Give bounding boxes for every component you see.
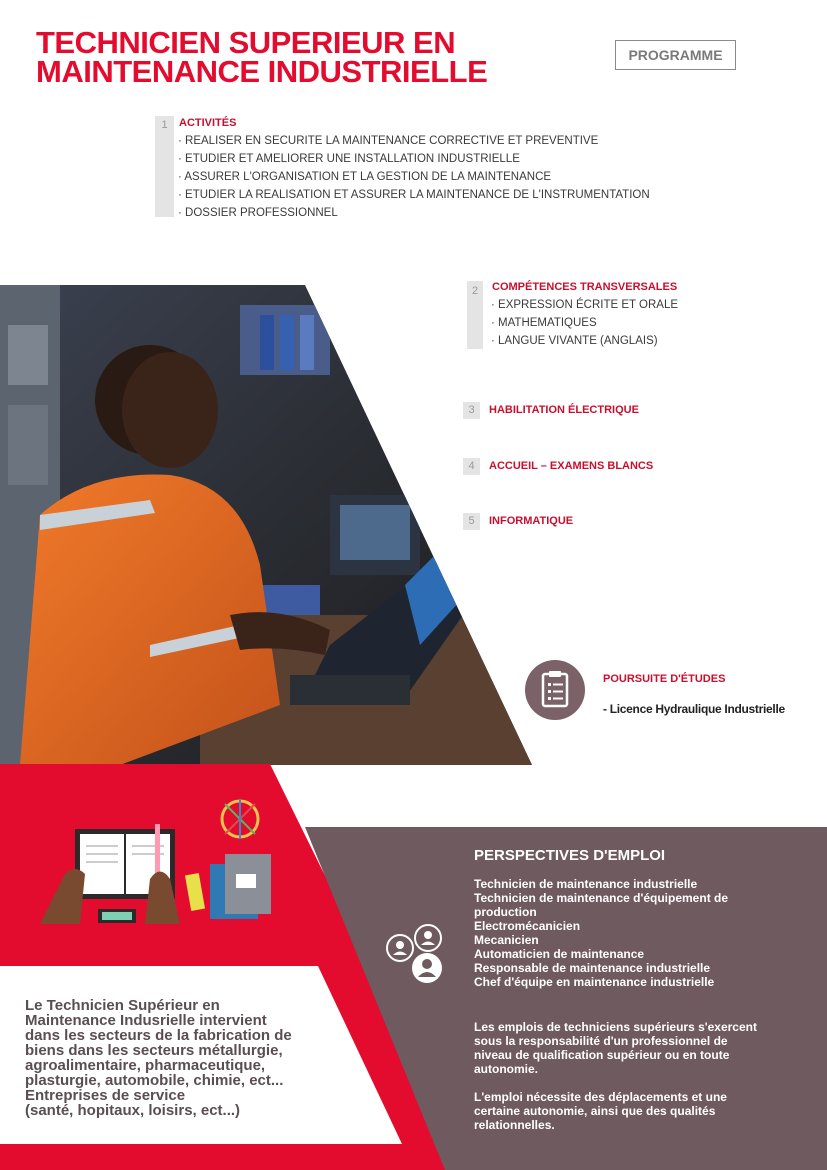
intro-line: dans les secteurs de la fabrication de — [25, 1027, 292, 1044]
list-item: · ETUDIER LA REALISATION ET ASSURER LA MAINTENANCE DE L'INSTRUMENTATION — [178, 189, 650, 201]
intro-line: Maintenance Indusrielle intervient — [25, 1012, 267, 1029]
poursuite-title: POURSUITE D'ÉTUDES — [603, 673, 726, 685]
technician-photo-illustration — [0, 285, 532, 765]
intro-line: plasturgie, automobile, chimie, ect... — [25, 1072, 284, 1089]
job-item: Automaticien de maintenance — [474, 947, 645, 961]
job-item: Technicien de maintenance industrielle — [474, 877, 698, 891]
section-2-number: 2 — [467, 281, 483, 349]
technician-photo — [0, 285, 532, 765]
clipboard-icon — [525, 660, 585, 720]
section-2-list — [491, 296, 678, 350]
section-3-title: HABILITATION ÉLECTRIQUE — [489, 404, 639, 416]
title-line-1: TECHNICIEN SUPERIEUR EN — [36, 25, 456, 60]
intro-line: Le Technicien Supérieur en — [25, 997, 220, 1014]
list-item: · DOSSIER PROFESSIONNEL — [178, 207, 338, 219]
section-3-number: 3 — [463, 402, 480, 419]
section-4-title: ACCUEIL – EXAMENS BLANCS — [489, 460, 654, 472]
poursuite-item: - Licence Hydraulique Industrielle — [603, 702, 785, 716]
intro-line: (santé, hopitaux, loisirs, ect...) — [25, 1102, 241, 1119]
perspectives-title: PERSPECTIVES D'EMPLOI — [474, 847, 666, 864]
list-item: · ETUDIER ET AMELIORER UNE INSTALLATION INDUSTRIELLE — [178, 153, 520, 165]
programme-badge: PROGRAMME — [615, 40, 736, 70]
job-item: Responsable de maintenance industrielle — [474, 961, 711, 975]
jobs-list — [474, 877, 728, 989]
list-item: · EXPRESSION ÉCRITE ET ORALE — [491, 299, 679, 311]
intro-text — [25, 998, 292, 1118]
job-item: Technicien de maintenance d'équipement de — [474, 891, 729, 905]
intro-line: Entreprises de service — [25, 1087, 186, 1104]
list-item: · LANGUE VIVANTE (ANGLAIS) — [491, 335, 658, 347]
intro-line: agroalimentaire, pharmaceutique, — [25, 1057, 266, 1074]
title-line-2: MAINTENANCE INDUSTRIELLE — [36, 54, 488, 89]
people-network-icon — [384, 922, 454, 992]
section-1-title: ACTIVITÉS — [179, 117, 237, 129]
job-item: Electromécanicien — [474, 919, 581, 933]
section-2-title: COMPÉTENCES TRANSVERSALES — [492, 281, 678, 293]
list-item: · REALISER EN SECURITE LA MAINTENANCE CORRECTIVE ET PREVENTIVE — [178, 135, 599, 147]
job-item: production — [474, 905, 537, 919]
perspectives-paragraph-1: Les emplois de techniciens supérieurs s'exercent sous la responsabilité d'un professionnel de niveau de qualification supérieur ou en toute autonomie. — [474, 1020, 757, 1076]
list-item: · ASSURER L'ORGANISATION ET LA GESTION DE LA MAINTENANCE — [178, 171, 552, 183]
desk-illustration — [40, 794, 300, 924]
section-4-number: 4 — [463, 458, 480, 475]
job-item: Chef d'équipe en maintenance industrielle — [474, 975, 715, 989]
section-5-number: 5 — [463, 513, 480, 530]
job-item: Mecanicien — [474, 933, 539, 947]
section-1-number: 1 — [155, 116, 174, 217]
list-item: · MATHEMATIQUES — [491, 317, 597, 329]
section-5-title: INFORMATIQUE — [489, 515, 574, 527]
perspectives-paragraph-2: L'emploi nécessite des déplacements et une certaine autonomie, ainsi que des qualités relationnelles. — [474, 1090, 727, 1132]
bottom-panel — [0, 764, 827, 1170]
section-1-list — [178, 132, 650, 222]
intro-line: biens dans les secteurs métallurgie, — [25, 1042, 283, 1059]
page-title — [36, 25, 488, 89]
